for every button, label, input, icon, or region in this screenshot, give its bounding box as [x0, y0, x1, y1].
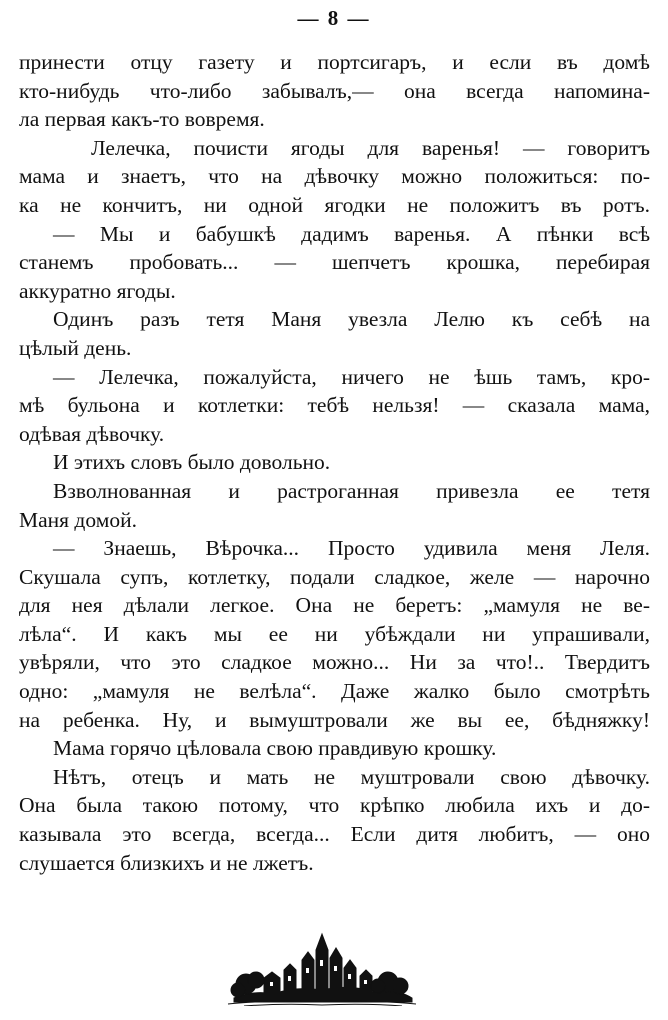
text-line: — Знаешь, Вѣрочка... Просто удивила меня Леля.: [53, 536, 650, 561]
text-line: Она была такою потому, что крѣпко любила ихъ и до-: [19, 793, 650, 818]
text-line: на ребенка. Ну, и вымуштровали же вы ее, бѣдняжку!: [19, 707, 650, 732]
text-line: увѣряли, что это сладкое можно... Ни за что!.. Твердитъ: [19, 650, 650, 675]
text-line: Взволнованная и растроганная привезла ее тетя: [53, 478, 650, 503]
text-line: ка не кончитъ, ни одной ягодки не положитъ въ ротъ.: [19, 192, 650, 217]
text-line: Мама горячо цѣловала свою правдивую крошку.: [53, 736, 497, 761]
body-text: [19, 48, 650, 877]
text-line: И этихъ словъ было довольно.: [53, 450, 331, 475]
text-line: принести отцу газету и портсигаръ, и если въ домѣ: [19, 50, 650, 74]
text-line: одѣвая дѣвочку.: [19, 421, 165, 446]
text-line: казывала это всегда, всегда... Если дитя любитъ, — оно: [19, 822, 650, 847]
text-line: Нѣтъ, отецъ и мать не муштровали свою дѣвочку.: [53, 764, 650, 789]
text-line: для нея дѣлали легкое. Она не беретъ: „мамуля не ве-: [19, 593, 650, 618]
text-line: Маня домой.: [19, 507, 137, 532]
text-line: мама и знаетъ, что на дѣвочку можно положиться: по-: [19, 164, 650, 189]
town-vignette-image: [224, 920, 420, 1006]
text-line: цѣлый день.: [19, 335, 132, 360]
text-line: кто-нибудь что-либо забывалъ,— она всегда напомина-: [19, 78, 650, 103]
text-line: Одинъ разъ тетя Маня увезла Лелю къ себѣ на: [53, 307, 650, 332]
text-line: слушается близкихъ и не лжетъ.: [19, 850, 314, 875]
text-line: лѣла“. И какъ мы ее ни убѣждали ни упрашивали,: [19, 621, 650, 646]
text-line: аккуратно ягоды.: [19, 278, 176, 303]
text-line: Лелечка, почисти ягоды для варенья! — говоритъ: [91, 135, 650, 160]
text-line: — Лелечка, пожалуйста, ничего не ѣшь тамъ, кро-: [53, 364, 650, 389]
text-line: одно: „мамуля не велѣла“. Даже жалко было смотрѣть: [19, 679, 650, 704]
page-number: — 8 —: [297, 6, 371, 30]
text-line: мѣ бульона и котлетки: тебѣ нельзя! — сказала мама,: [19, 393, 650, 418]
text-line: ла первая какъ-то вовремя.: [19, 107, 265, 132]
text-line: станемъ пробовать... — шепчетъ крошка, перебирая: [19, 250, 650, 275]
text-line: — Мы и бабушкѣ дадимъ варенья. А пѣнки всѣ: [53, 221, 650, 246]
text-line: Скушала супъ, котлетку, подали сладкое, желе — нарочно: [19, 564, 650, 589]
